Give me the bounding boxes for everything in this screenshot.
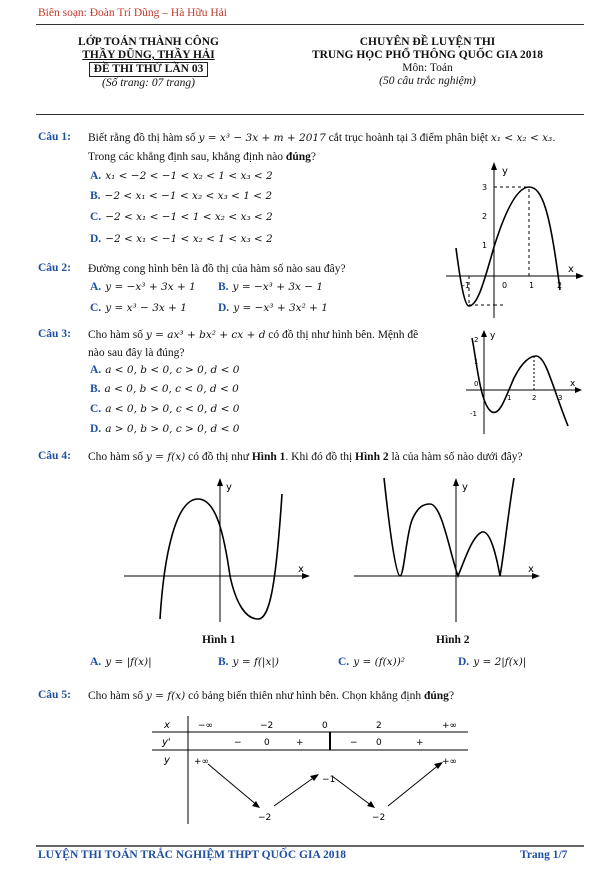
y-axis-arrow [491, 162, 497, 170]
q3-option-b[interactable]: B. a < 0, b < 0, c < 0, d < 0 [90, 383, 239, 395]
q3-text: Cho hàm số y = ax³ + bx² + cx + d có đồ thị như hình bên. Mệnh đề [88, 329, 419, 341]
arrow-down-1 [208, 764, 258, 806]
x-minus2: −2 [260, 721, 274, 731]
variation-table [150, 714, 470, 826]
x-neg-inf: −∞ [198, 721, 214, 731]
tick-x-minus1: -1 [462, 281, 470, 290]
x-label: x [570, 379, 576, 389]
q4-option-c[interactable]: C. y = (f(x))² [338, 656, 405, 668]
q2-option-c[interactable]: C. y = x³ − 3x + 1 [90, 302, 187, 314]
footer-title: LUYỆN THI TOÁN TRẮC NGHIỆM THPT QUỐC GIA 2018 [38, 849, 347, 861]
curve [384, 478, 514, 576]
sign-3: − [350, 738, 358, 748]
author-line: Biên soạn: Đoàn Trí Dũng – Hà Hữu Hải [38, 7, 227, 19]
y-right-inf: +∞ [442, 757, 458, 767]
curve [472, 338, 568, 426]
tick-y-1: 1 [482, 241, 488, 250]
arrow-up-2 [388, 764, 440, 806]
y-label: y [502, 166, 508, 177]
q3-label: Câu 3: [38, 328, 71, 340]
x-pos-inf: +∞ [442, 721, 458, 731]
curve [160, 494, 282, 619]
q3-option-a[interactable]: A. a < 0, b < 0, c > 0, d < 0 [90, 364, 240, 376]
row-yprime: y' [162, 737, 171, 748]
y-axis-arrow [453, 478, 459, 486]
tick-y-0: 0 [474, 380, 479, 388]
q5-text: Cho hàm số y = f(x) có bảng biến thiên như hình bên. Chọn khẳng định đúng? [88, 690, 455, 702]
sign-4: + [416, 738, 424, 748]
q1-label: Câu 1: [38, 131, 71, 143]
topic-title: CHUYÊN ĐỀ LUYỆN THI [359, 36, 496, 48]
header-right [275, 36, 580, 88]
page-number: Trang 1/7 [520, 849, 568, 861]
arrow-down-2 [332, 776, 372, 806]
q1-option-d[interactable]: D. −2 < x₁ < −1 < x₂ < 1 < x₃ < 2 [90, 233, 273, 245]
graph-hinh1 [120, 474, 320, 624]
q1-option-b[interactable]: B. −2 < x₁ < −1 < x₂ < x₃ < 1 < 2 [90, 190, 273, 202]
x-label: x [528, 564, 534, 575]
tick-x-1: 1 [529, 281, 535, 290]
tick-y-2: 2 [482, 212, 488, 221]
q4-option-b[interactable]: B. y = f(|x|) [218, 656, 280, 668]
row-y: y [164, 755, 170, 766]
q4-text: Cho hàm số y = f(x) có đồ thị như Hình 1. Khi đó đồ thị Hình 2 là của hàm số nào dưới đây? [88, 451, 523, 463]
tick-y-3: 3 [482, 183, 488, 192]
row-x: x [164, 720, 170, 731]
x-label: x [568, 264, 574, 275]
tick-x-1: 1 [507, 394, 512, 402]
arrow-up-1 [274, 776, 316, 806]
footer-rule [36, 845, 584, 847]
q1-option-c[interactable]: C. −2 < x₁ < −1 < 1 < x₂ < x₃ < 2 [90, 211, 273, 223]
q2-option-a[interactable]: A. y = −x³ + 3x + 1 [90, 281, 196, 293]
page-count: (Số trang: 07 trang) [102, 77, 195, 89]
subject: Môn: Toán [402, 62, 453, 74]
tick-y-minus1: -1 [470, 410, 477, 418]
y-label: y [490, 331, 496, 341]
x-2: 2 [376, 721, 382, 731]
q2-option-b[interactable]: B. y = −x³ + 3x − 1 [218, 281, 324, 293]
question-count: (50 câu trắc nghiệm) [379, 75, 476, 87]
q3-line2: nào sau đây là đúng? [88, 347, 185, 359]
q2-text: Đường cong hình bên là đồ thị của hàm số nào sau đây? [88, 263, 346, 275]
q5-label: Câu 5: [38, 689, 71, 701]
graph-q3 [462, 326, 586, 436]
sign-zero-1: 0 [264, 738, 270, 748]
tick-x-2: 2 [557, 281, 563, 290]
y-label: y [226, 482, 232, 493]
y-axis-arrow [481, 330, 487, 337]
tick-y-2: 2 [474, 336, 479, 344]
y-max: −1 [322, 775, 336, 785]
q3-option-d[interactable]: D. a > 0, b > 0, c > 0, d < 0 [90, 423, 240, 435]
x-label: x [298, 564, 304, 575]
q1-option-a[interactable]: A. x₁ < −2 < −1 < x₂ < 1 < x₃ < 2 [90, 170, 273, 182]
q1-text: Biết rằng đồ thị hàm số y = x³ − 3x + m + 2017 cắt trục hoành tại 3 điểm phân biệt x₁ < x₂ < x₃. [88, 132, 556, 144]
y-left-inf: +∞ [194, 757, 210, 767]
sign-zero-2: 0 [376, 738, 382, 748]
q3-formula: y = ax³ + bx² + cx + d [145, 329, 266, 341]
tick-y-1: 1 [474, 358, 479, 366]
x-axis-arrow [575, 387, 582, 393]
y-axis-arrow [217, 478, 223, 486]
header-left [36, 36, 261, 90]
x-axis-arrow [576, 273, 584, 279]
q4-option-d[interactable]: D. y = 2|f(x)| [458, 656, 527, 668]
header-rule [36, 114, 584, 115]
teacher-names: THẦY DŨNG, THẦY HẢI [82, 49, 215, 61]
q1-formula: y = x³ − 3x + m + 2017 [198, 132, 326, 144]
y-min-2: −2 [372, 813, 386, 823]
q1-line2: Trong các khẳng định sau, khẳng định nào đúng? [88, 151, 316, 163]
q4-label: Câu 4: [38, 450, 71, 462]
q4-option-a[interactable]: A. y = |f(x)| [90, 656, 152, 668]
fig1-caption: Hình 1 [202, 634, 236, 646]
q2-option-d[interactable]: D. y = −x³ + 3x² + 1 [218, 302, 328, 314]
class-name: LỚP TOÁN THÀNH CÔNG [78, 36, 219, 48]
sign-1: − [234, 738, 242, 748]
x-0: 0 [322, 721, 328, 731]
exam-level: TRUNG HỌC PHỔ THÔNG QUỐC GIA 2018 [311, 49, 544, 61]
tick-x-3: 3 [558, 394, 563, 402]
q3-option-c[interactable]: C. a < 0, b > 0, c < 0, d < 0 [90, 403, 240, 415]
graph-q1-q2 [438, 160, 588, 320]
graph-hinh2 [350, 474, 550, 624]
top-rule [36, 24, 584, 25]
tick-x-2: 2 [532, 394, 537, 402]
exam-title: ĐỀ THI THỬ LẦN 03 [89, 62, 209, 77]
y-label: y [462, 482, 468, 493]
q2-label: Câu 2: [38, 262, 71, 274]
sign-2: + [296, 738, 304, 748]
tick-x-0: 0 [502, 281, 508, 290]
y-min-1: −2 [258, 813, 272, 823]
curve [456, 187, 563, 306]
fig2-caption: Hình 2 [436, 634, 470, 646]
q1-condition: x₁ < x₂ < x₃. [490, 132, 556, 144]
